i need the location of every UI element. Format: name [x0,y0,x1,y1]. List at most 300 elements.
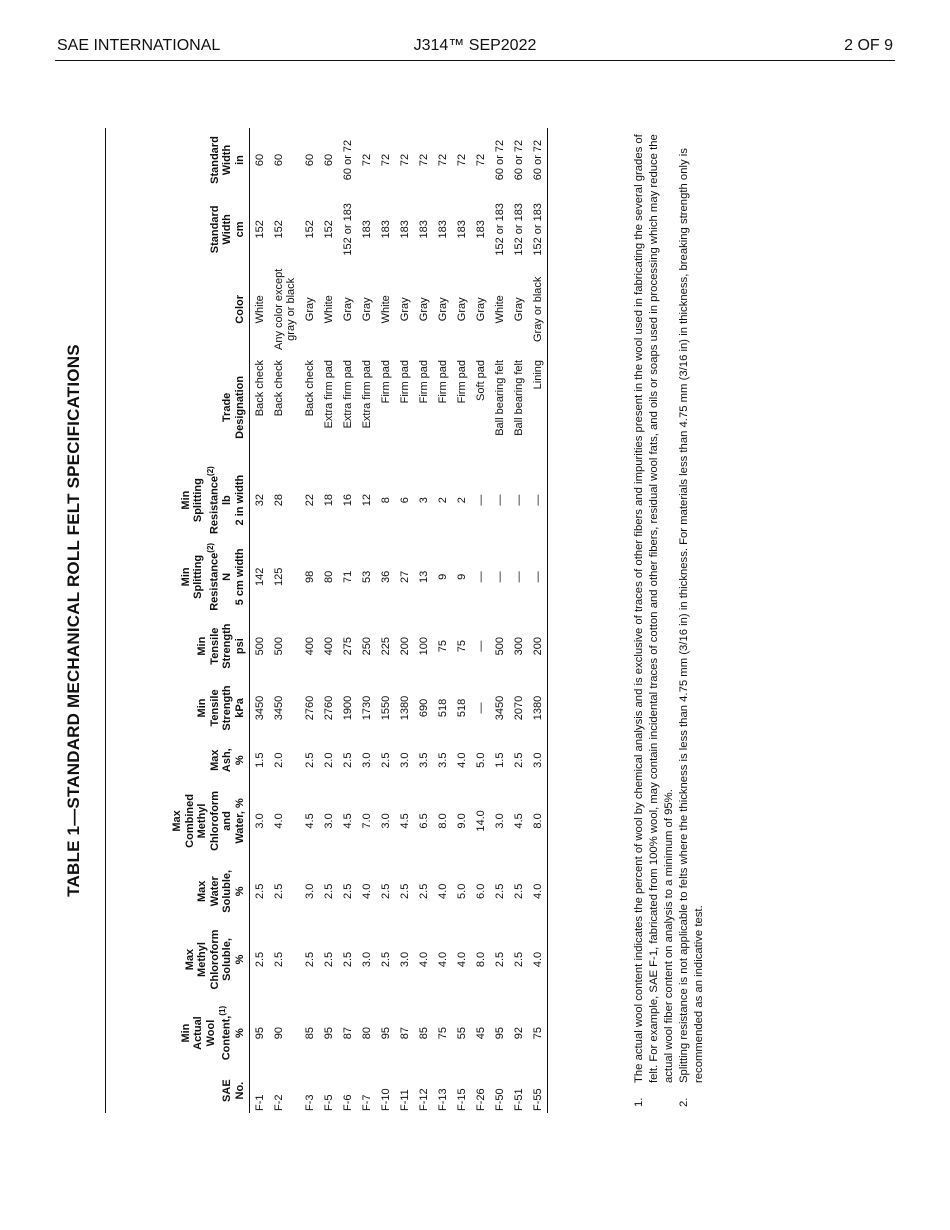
cell-tensile-kpa: 518 [437,698,449,718]
cell-color: White [323,295,335,324]
cell-combined: 7.0 [361,813,373,829]
col-header-line: Min [179,567,192,587]
cell-width-in: 72 [380,153,392,167]
cell-tensile-kpa: 3450 [494,695,506,721]
cell-width-cm: 183 [437,220,449,239]
cell-width-in: 60 or 72 [528,128,548,192]
cell-water-soluble: 4.0 [437,883,449,899]
col-header-line: Designation [233,375,246,439]
cell-splitting-lb: — [528,463,548,538]
cell-trade-designation: Soft pad [475,359,487,401]
table-body [250,128,548,1113]
cell-trade-designation: Back check [304,359,316,417]
cell-methyl-chloroform: 2.5 [304,951,316,968]
cell-methyl-chloroform: 2.5 [254,951,266,968]
table-header-row [106,128,250,1113]
col-header-line: Resistance [208,552,221,611]
cell-trade-designation: Ball bearing felt [513,359,525,436]
cell-width-cm: 183 [456,220,468,239]
cell-water-soluble: 2.5 [273,883,285,899]
cell-width-cm: 152 [273,220,285,239]
cell-width-in: 60 [273,153,285,167]
cell-splitting-n: 142 [254,567,266,587]
cell-color: Gray [456,297,468,322]
cell-splitting-n: 9 [437,573,449,580]
cell-water-soluble: 6.0 [475,883,487,899]
col-header-line: Splitting [192,478,205,523]
footnote-text: The actual wool content indicates the percent of wool by chemical analysis and is exclusive of traces of other fibers and impurities present in the wool used in fabricating the several grades of felt. For example, SAE F-1, fabricated from 100% wool, may contain incidental traces of cotton and other fibers, residual wool fats, and oils or soaps used in processing which may reduce the actual wool fiber content on analysis to a minimum of 95%. [633,134,675,1083]
cell-splitting-lb: 16 [342,494,354,507]
table-row [250,128,270,1113]
col-header-line: cm [233,221,246,238]
header-left: SAE INTERNATIONAL [57,37,221,54]
cell-combined: 3.0 [254,813,266,829]
cell-methyl-chloroform: 3.0 [399,951,411,968]
cell-water-soluble: 5.0 [456,883,468,899]
cell-ash: 2.5 [380,752,392,768]
col-header-line: % [233,1028,246,1038]
table-notes [632,128,707,1113]
cell-tensile-kpa: 2760 [323,695,335,721]
cell-width-cm: 183 [418,220,430,239]
cell-tensile-psi: 300 [513,636,525,656]
cell-wool-content: 87 [399,1026,411,1040]
col-header-line: Width [221,144,233,176]
cell-trade-designation: Back check [254,359,266,417]
table-row [395,128,414,1113]
col-header-line: Max [183,948,196,971]
table-row [269,128,300,1113]
cell-sae-no: F-7 [361,1094,373,1111]
cell-splitting-n: 13 [418,570,430,583]
cell-sae-no: F-1 [254,1094,266,1111]
cell-splitting-lb: — [513,494,525,506]
cell-sae-no: F-50 [494,1088,506,1111]
cell-tensile-psi: 400 [323,636,335,656]
cell-color: Gray [513,297,525,322]
cell-wool-content: 95 [494,1026,506,1040]
cell-methyl-chloroform: 3.0 [361,951,373,968]
cell-combined: 8.0 [437,813,449,829]
cell-width-in: 72 [475,153,487,167]
cell-ash: 1.5 [494,752,506,768]
cell-trade-designation: Firm pad [418,359,430,404]
cell-splitting-lb: 3 [418,497,430,504]
cell-sae-no: F-6 [342,1094,354,1111]
cell-combined: 4.5 [399,813,411,829]
cell-wool-content: 85 [304,1026,316,1040]
table-row [376,128,395,1113]
cell-trade-designation: Lining [528,352,548,463]
col-header-line: Strength [221,623,233,669]
col-header-splitting-lb [106,463,250,538]
col-header-line: Actual [192,1016,205,1050]
cell-trade-designation: Extra firm pad [323,359,335,429]
cell-wool-content: 95 [380,1026,392,1040]
cell-color: Gray [475,297,487,322]
col-header-color [106,267,250,352]
col-header-line: Standard [208,136,221,184]
cell-wool-content: 90 [273,1026,285,1040]
col-header-combined [106,780,250,861]
cell-width-cm: 183 [475,220,487,239]
cell-sae-no: F-15 [456,1088,468,1111]
cell-color: Gray [304,297,316,322]
col-header-line: Chloroform [208,929,221,990]
cell-methyl-chloroform: 2.5 [323,951,335,968]
cell-width-in: 72 [418,153,430,167]
cell-splitting-lb: 8 [380,497,392,504]
table-row [319,128,338,1113]
cell-splitting-lb: 12 [361,494,373,507]
col-header-line: lb [221,495,233,506]
header-center: J314™ SEP2022 [413,37,537,54]
cell-wool-content: 55 [456,1026,468,1040]
col-header-line: Color [233,294,246,324]
cell-splitting-n: — [528,537,548,616]
cell-ash: 2.5 [513,752,525,768]
col-header-line: Trade [221,392,233,423]
cell-combined: 3.0 [494,813,506,829]
cell-tensile-kpa: 1730 [361,695,373,721]
cell-combined: 4.5 [342,813,354,829]
cell-width-in: 72 [456,153,468,167]
header-right: 2 OF 9 [844,37,893,54]
cell-ash: 2.0 [273,752,285,768]
cell-wool-content: 95 [254,1026,266,1040]
cell-color: Gray or black [528,267,548,352]
col-header-splitting-n [106,537,250,616]
cell-splitting-n: 36 [380,570,392,583]
cell-color: Gray [399,297,411,322]
footnote [632,128,677,1113]
col-header-line: in [233,155,246,165]
col-header-line: Resistance [208,475,221,535]
cell-water-soluble: 2.5 [323,883,335,899]
footnote-number: 2. [678,1097,690,1107]
cell-methyl-chloroform: 2.5 [342,951,354,968]
cell-width-cm: 152 or 183 [528,192,548,267]
cell-sae-no: F-5 [323,1094,335,1111]
footnote-ref: (2) [205,466,215,476]
cell-tensile-psi: 500 [254,636,266,656]
cell-width-in: 72 [399,153,411,167]
cell-tensile-kpa: 1380 [528,676,548,740]
cell-trade-designation: Firm pad [437,359,449,404]
cell-wool-content: 75 [528,998,548,1068]
cell-combined: 4.0 [273,813,285,829]
cell-sae-no: F-12 [418,1088,430,1111]
cell-tensile-kpa: 1900 [342,695,354,721]
cell-tensile-kpa: — [475,702,487,714]
col-header-line: Soluble, [221,869,233,913]
cell-sae-no: F-3 [304,1094,316,1111]
table-row [414,128,433,1113]
col-header-line: and [221,811,233,831]
cell-methyl-chloroform: 4.0 [418,951,430,968]
col-header-line: Water [208,876,221,907]
cell-methyl-chloroform: 2.5 [273,951,285,968]
cell-sae-no: F-10 [380,1088,392,1111]
table-row [490,128,509,1113]
cell-trade-designation: Firm pad [399,359,411,404]
col-header-line: Tensile [208,627,221,665]
cell-width-in: 60 [254,153,266,167]
cell-methyl-chloroform: 4.0 [437,951,449,968]
cell-splitting-n: 9 [456,573,468,580]
cell-splitting-lb: 18 [323,494,335,507]
col-header-line: Ash, [221,748,233,773]
cell-splitting-lb: — [494,494,506,506]
cell-water-soluble: 2.5 [418,883,430,899]
cell-ash: 1.5 [254,752,266,768]
cell-combined: 3.0 [380,813,392,829]
cell-color: White [494,295,506,324]
cell-wool-content: 85 [418,1026,430,1040]
cell-combined: 6.5 [418,813,430,829]
col-header-line: Min [179,1023,192,1043]
cell-trade-designation: Back check [273,359,285,417]
col-header-line: Max [171,810,183,832]
cell-splitting-n: — [475,571,487,583]
cell-color: Any color except gray or black [273,268,297,350]
cell-width-cm: 152 or 183 [494,203,506,256]
cell-ash: 2.0 [323,752,335,768]
cell-width-in: 60 [304,153,316,167]
cell-trade-designation: Extra firm pad [361,359,373,429]
cell-methyl-chloroform: 2.5 [494,951,506,968]
col-header-width-cm [106,192,250,267]
cell-water-soluble: 2.5 [380,883,392,899]
cell-splitting-lb: 32 [254,494,266,507]
cell-combined: 14.0 [475,810,487,832]
cell-ash: 3.5 [437,752,449,768]
cell-tensile-psi: 75 [456,640,468,653]
cell-tensile-kpa: 3450 [254,695,266,721]
cell-wool-content: 87 [342,1026,354,1040]
col-header-line: Strength [221,685,233,731]
cell-tensile-psi: 100 [418,636,430,656]
cell-tensile-kpa: 1550 [380,695,392,721]
table-row [528,128,548,1113]
cell-methyl-chloroform: 2.5 [513,951,525,968]
cell-width-in: 72 [437,153,449,167]
cell-width-cm: 183 [380,220,392,239]
cell-combined: 4.5 [513,813,525,829]
cell-color: Gray [418,297,430,322]
col-header-line: Max [196,880,208,902]
cell-tensile-kpa: 690 [418,698,430,718]
cell-width-cm: 152 [323,220,335,239]
col-header-ash [106,740,250,781]
cell-splitting-lb: 6 [399,497,411,504]
cell-tensile-psi: 225 [380,636,392,656]
cell-wool-content: 45 [475,1026,487,1040]
col-header-line: kPa [233,698,246,718]
cell-splitting-n: — [513,571,525,583]
cell-combined: 8.0 [528,780,548,861]
cell-splitting-n: 27 [399,570,411,583]
col-header-line: psi [233,638,246,655]
cell-water-soluble: 2.5 [254,883,266,899]
cell-width-cm: 152 or 183 [342,203,354,256]
col-header-line: N [221,572,233,581]
col-header-line: SAE [221,1079,233,1102]
cell-splitting-n: 125 [273,567,285,587]
cell-tensile-kpa: 518 [456,698,468,718]
cell-ash: 2.5 [304,752,316,768]
cell-splitting-n: 80 [323,570,335,583]
cell-tensile-psi: 200 [528,616,548,676]
table-row [433,128,452,1113]
cell-sae-no: F-26 [475,1088,487,1111]
table-row [338,128,357,1113]
table-title: TABLE 1—STANDARD MECHANICAL ROLL FELT SPECIFICATIONS [64,344,83,897]
cell-sae-no: F-11 [399,1089,411,1111]
cell-ash: 3.0 [399,752,411,768]
cell-ash: 5.0 [475,752,487,768]
col-header-line: Standard [208,205,221,254]
col-header-methyl-chloroform [106,921,250,998]
cell-color: Gray [342,297,354,322]
footnote-ref: (1) [218,1005,228,1016]
col-header-line: Soluble, [221,938,233,981]
cell-tensile-kpa: 2070 [513,695,525,721]
col-header-wool-content [106,998,250,1068]
cell-tensile-psi: — [475,640,487,652]
cell-ash: 2.5 [342,752,354,768]
cell-water-soluble: 2.5 [494,883,506,899]
col-header-sae-no [106,1068,250,1113]
col-header-line: Min [196,636,208,656]
cell-width-in: 60 or 72 [342,139,354,181]
col-header-width-in [106,128,250,192]
footnote [677,128,707,1113]
cell-width-in: 60 [323,153,335,167]
cell-tensile-psi: 200 [399,636,411,656]
cell-methyl-chloroform: 4.0 [528,921,548,998]
cell-tensile-psi: 75 [437,640,449,653]
col-header-line: Min [179,490,192,510]
cell-water-soluble: 2.5 [342,883,354,899]
cell-width-cm: 183 [361,220,373,239]
col-header-water-soluble [106,861,250,921]
col-header-line: Methyl [196,942,208,977]
cell-tensile-kpa: 1380 [399,695,411,721]
cell-methyl-chloroform: 8.0 [475,951,487,968]
table-row [300,128,319,1113]
cell-tensile-psi: 275 [342,636,354,656]
cell-splitting-n: 71 [342,570,354,583]
col-header-line: Water, % [233,798,246,844]
col-header-line: % [233,755,246,766]
cell-wool-content: 75 [437,1026,449,1040]
cell-trade-designation: Ball bearing felt [494,359,506,436]
col-header-line: % [233,954,246,965]
cell-tensile-kpa: 3450 [273,695,285,721]
cell-width-in: 60 or 72 [513,139,525,181]
cell-wool-content: 80 [361,1026,373,1040]
cell-splitting-n: — [494,571,506,583]
col-header-line: Wool [204,1019,217,1047]
cell-width-cm: 152 [304,220,316,239]
cell-tensile-psi: 500 [273,636,285,656]
cell-trade-designation: Extra firm pad [342,359,354,429]
cell-tensile-psi: 500 [494,636,506,656]
col-header-line: Chloroform [208,791,221,851]
cell-methyl-chloroform: 2.5 [380,951,392,968]
cell-splitting-lb: — [475,494,487,506]
col-header-line: Combined [183,794,196,848]
footnote-text: Splitting resistance is not applicable to felts where the thickness is less than 4.75 mm (3/16 in) in thickness. For materials less than 4.75 mm (3/16 in) in thickness, breaking strength only is recommended as an indicative test. [678,148,705,1083]
col-header-line: Tensile [208,689,221,727]
cell-splitting-lb: 28 [273,494,285,507]
cell-water-soluble: 4.0 [528,861,548,921]
col-header-tensile-kpa [106,676,250,740]
col-header-line: % [233,886,246,897]
table-row [452,128,471,1113]
col-header-line: Width [221,214,233,245]
cell-water-soluble: 4.0 [361,883,373,899]
cell-splitting-n: 98 [304,570,316,583]
cell-water-soluble: 3.0 [304,883,316,899]
col-header-line: 5 cm width [233,548,246,606]
header-rule [55,60,895,61]
cell-ash: 3.0 [528,740,548,781]
cell-ash: 3.0 [361,752,373,768]
cell-combined: 3.0 [323,813,335,829]
cell-trade-designation: Firm pad [456,359,468,404]
spec-table [105,128,548,1113]
cell-color: Gray [361,297,373,322]
col-header-line: Methyl [196,803,208,839]
cell-color: White [254,295,266,324]
cell-water-soluble: 2.5 [513,883,525,899]
col-header-line: No. [233,1081,246,1100]
cell-tensile-kpa: 2760 [304,695,316,721]
cell-ash: 4.0 [456,752,468,768]
cell-color: White [380,295,392,324]
cell-width-in: 72 [361,153,373,167]
col-header-line: Splitting [192,554,205,599]
cell-splitting-lb: 2 [437,497,449,504]
cell-splitting-lb: 2 [456,497,468,504]
cell-sae-no: F-13 [437,1088,449,1111]
cell-wool-content: 95 [323,1026,335,1040]
col-header-line: Max [208,749,221,771]
col-header-trade-designation [106,352,250,463]
col-header-line: Content, [221,1015,233,1061]
cell-combined: 9.0 [456,813,468,829]
col-header-line: Min [196,698,208,718]
cell-width-cm: 183 [399,220,411,239]
footnote-ref: (2) [205,542,215,553]
cell-water-soluble: 2.5 [399,883,411,899]
table-row [509,128,528,1113]
col-header-line: 2 in width [233,474,246,526]
cell-sae-no: F-51 [513,1088,525,1111]
cell-wool-content: 92 [513,1026,525,1040]
cell-width-cm: 152 [254,220,266,239]
table-row [471,128,490,1113]
col-header-tensile-psi [106,616,250,676]
cell-width-in: 60 or 72 [494,139,506,181]
cell-sae-no: F-2 [273,1094,285,1111]
cell-splitting-lb: 22 [304,494,316,507]
footnote-number: 1. [633,1097,645,1107]
rotated-table-block [49,128,729,1113]
cell-trade-designation: Firm pad [380,359,392,404]
